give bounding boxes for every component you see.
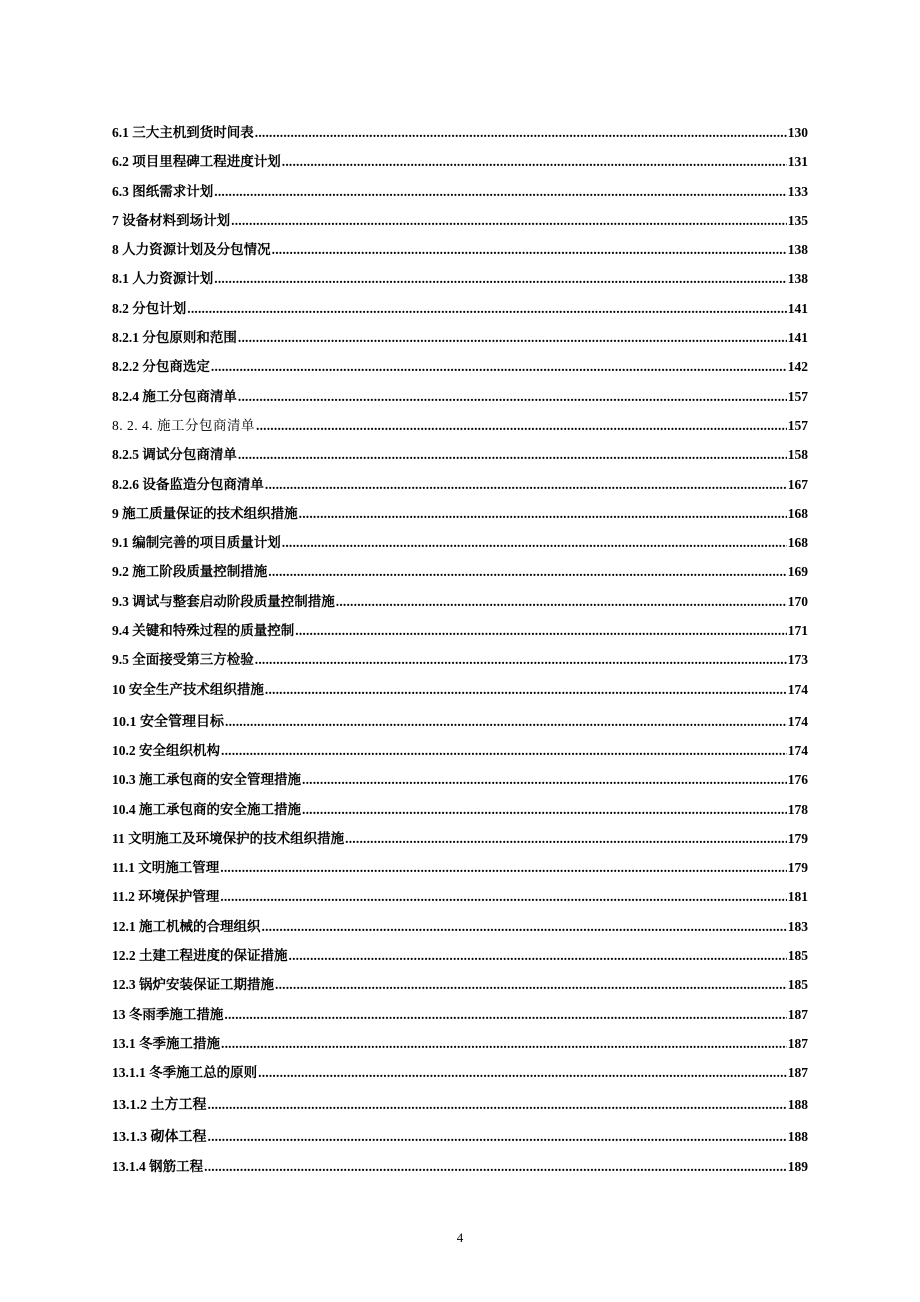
toc-entry-title: 11.2 环境保护管理 [112, 889, 220, 905]
toc-leader [211, 356, 787, 378]
toc-entry [112, 151, 808, 180]
toc-leader [255, 649, 787, 671]
toc-entry-page: 174 [787, 742, 808, 758]
toc-entry-title: 8. 2. 4. 施工分包商清单 [112, 417, 255, 433]
toc-entry [112, 1094, 808, 1126]
toc-entry-page: 189 [787, 1158, 808, 1174]
toc-leader [268, 561, 787, 583]
toc-entry [112, 769, 808, 798]
toc-entry-title: 7 设备材料到场计划 [112, 212, 231, 228]
toc-leader [295, 620, 787, 642]
toc-entry [112, 444, 808, 473]
toc-entry [112, 356, 808, 385]
toc-leader [289, 945, 787, 967]
toc-entry-title: 12.1 施工机械的合理组织 [112, 918, 261, 934]
toc-leader [299, 503, 787, 525]
toc-entry [112, 828, 808, 857]
toc-entry-page: 176 [787, 772, 808, 788]
toc-entry-page: 174 [787, 713, 808, 729]
toc-entry-page: 179 [787, 830, 808, 846]
toc-entry-page: 168 [787, 505, 808, 521]
toc-leader [214, 181, 787, 203]
toc-leader [282, 151, 787, 173]
toc-entry-page: 187 [787, 1065, 808, 1081]
toc-entry-title: 6.2 项目里程碑工程进度计划 [112, 154, 281, 170]
toc-leader [282, 532, 787, 554]
toc-leader [208, 1126, 787, 1148]
toc-leader [220, 857, 786, 879]
toc-entry-page: 142 [787, 359, 808, 375]
toc-entry-page: 181 [787, 889, 808, 905]
toc-entry-page: 158 [787, 447, 808, 463]
toc-entry-page: 188 [787, 1097, 808, 1113]
toc-entry-title: 9.1 编制完善的项目质量计划 [112, 535, 281, 551]
toc-entry [112, 886, 808, 915]
toc-leader [262, 916, 787, 938]
toc-entry-page: 183 [787, 918, 808, 934]
toc-leader [204, 1156, 787, 1178]
toc-entry-title: 8.2.4 施工分包商清单 [112, 388, 237, 404]
toc-leader [224, 1004, 786, 1026]
toc-leader [272, 239, 787, 261]
toc-entry-title: 9.2 施工阶段质量控制措施 [112, 564, 268, 580]
toc-entry-title: 10.3 施工承包商的安全管理措施 [112, 772, 301, 788]
toc-leader [231, 210, 787, 232]
toc-entry [112, 916, 808, 945]
toc-entry [112, 1126, 808, 1155]
toc-entry [112, 740, 808, 769]
toc-entry-title: 13 冬雨季施工措施 [112, 1006, 224, 1022]
toc-leader [238, 386, 787, 408]
toc-entry-title: 13.1.4 钢筋工程 [112, 1158, 204, 1174]
toc-entry [112, 298, 808, 327]
toc-entry-title: 10.4 施工承包商的安全施工措施 [112, 801, 301, 817]
toc-entry [112, 1156, 808, 1185]
toc-entry [112, 591, 808, 620]
toc-leader [225, 711, 787, 733]
toc-leader [187, 298, 787, 320]
toc-leader [345, 828, 787, 850]
toc-entry-title: 8.2.5 调试分包商清单 [112, 447, 237, 463]
toc-entry-page: 188 [787, 1129, 808, 1145]
toc-entry-title: 8.2.1 分包原则和范围 [112, 330, 237, 346]
table-of-contents [112, 122, 808, 1185]
toc-entry-title: 10.2 安全组织机构 [112, 742, 220, 758]
toc-entry [112, 122, 808, 151]
toc-entry-page: 168 [787, 535, 808, 551]
toc-entry-title: 9.3 调试与整套启动阶段质量控制措施 [112, 593, 335, 609]
toc-entry [112, 945, 808, 974]
toc-entry-title: 13.1.3 砌体工程 [112, 1130, 207, 1146]
toc-leader [265, 474, 787, 496]
toc-leader [302, 799, 787, 821]
toc-leader [221, 1033, 787, 1055]
toc-entry [112, 799, 808, 828]
toc-entry-title: 13.1.1 冬季施工总的原则 [112, 1065, 258, 1081]
toc-entry-page: 174 [787, 681, 808, 697]
toc-leader [265, 679, 787, 701]
toc-entry-page: 157 [787, 417, 808, 433]
toc-entry-title: 6.3 图纸需求计划 [112, 183, 214, 199]
toc-leader [256, 415, 787, 437]
toc-entry-title: 13.1.2 土方工程 [112, 1098, 207, 1114]
toc-entry-title: 8 人力资源计划及分包情况 [112, 242, 271, 258]
toc-leader [302, 769, 787, 791]
toc-entry-title: 6.1 三大主机到货时间表 [112, 125, 254, 140]
toc-entry-title: 8.2 分包计划 [112, 300, 187, 316]
toc-entry [112, 268, 808, 297]
toc-leader [220, 886, 786, 908]
toc-entry-page: 187 [787, 1006, 808, 1022]
toc-entry-title: 11 文明施工及环境保护的技术组织措施 [112, 830, 345, 846]
toc-entry [112, 679, 808, 711]
toc-entry-page: 130 [787, 125, 808, 140]
toc-leader [258, 1062, 787, 1084]
toc-entry [112, 561, 808, 590]
toc-entry-page: 185 [787, 948, 808, 964]
toc-entry-page: 187 [787, 1035, 808, 1051]
toc-entry-title: 9.5 全面接受第三方检验 [112, 652, 254, 668]
toc-entry-page: 141 [787, 330, 808, 346]
toc-entry [112, 327, 808, 356]
toc-entry-title: 12.3 锅炉安装保证工期措施 [112, 977, 274, 993]
toc-entry [112, 210, 808, 239]
toc-entry [112, 415, 808, 444]
page-number: 4 [456, 1230, 464, 1245]
toc-entry [112, 974, 808, 1003]
toc-leader [275, 974, 787, 996]
toc-entry-title: 8.2.6 设备监造分包商清单 [112, 476, 264, 492]
toc-entry [112, 649, 808, 678]
toc-entry [112, 181, 808, 210]
toc-entry-page: 138 [787, 242, 808, 258]
toc-entry-page: 131 [787, 154, 808, 170]
toc-entry-title: 8.1 人力资源计划 [112, 271, 214, 287]
toc-leader [208, 1094, 787, 1116]
toc-entry-page: 170 [787, 593, 808, 609]
toc-entry [112, 857, 808, 886]
toc-entry [112, 1004, 808, 1033]
toc-entry-title: 10 安全生产技术组织措施 [112, 681, 264, 697]
toc-entry-page: 169 [787, 564, 808, 580]
toc-entry [112, 1062, 808, 1094]
toc-entry-title: 10.1 安全管理目标 [112, 714, 224, 730]
toc-entry-page: 141 [787, 300, 808, 316]
toc-entry-title: 8.2.2 分包商选定 [112, 359, 210, 375]
toc-entry-title: 12.2 土建工程进度的保证措施 [112, 948, 288, 964]
toc-entry-title: 11.1 文明施工管理 [112, 860, 220, 876]
toc-entry [112, 532, 808, 561]
toc-entry-page: 171 [787, 623, 808, 639]
toc-entry [112, 1033, 808, 1062]
toc-leader [214, 268, 787, 290]
toc-entry-page: 179 [787, 860, 808, 876]
toc-entry [112, 474, 808, 503]
toc-entry-title: 13.1 冬季施工措施 [112, 1035, 220, 1051]
toc-leader [238, 444, 787, 466]
toc-entry-page: 178 [787, 801, 808, 817]
toc-entry [112, 386, 808, 415]
toc-leader [221, 740, 787, 762]
toc-entry-page: 135 [787, 212, 808, 228]
toc-entry [112, 503, 808, 532]
toc-entry-page: 173 [787, 652, 808, 668]
toc-entry [112, 239, 808, 268]
toc-entry-page: 133 [787, 183, 808, 199]
toc-entry-page: 185 [787, 977, 808, 993]
toc-entry-page: 157 [787, 388, 808, 404]
toc-entry-title: 9.4 关键和特殊过程的质量控制 [112, 623, 295, 639]
toc-leader [336, 591, 787, 613]
toc-entry [112, 711, 808, 740]
toc-entry [112, 620, 808, 649]
toc-entry-page: 167 [787, 476, 808, 492]
toc-leader [255, 122, 787, 144]
toc-entry-title: 9 施工质量保证的技术组织措施 [112, 505, 298, 521]
toc-leader [238, 327, 787, 349]
toc-entry-page: 138 [787, 271, 808, 287]
